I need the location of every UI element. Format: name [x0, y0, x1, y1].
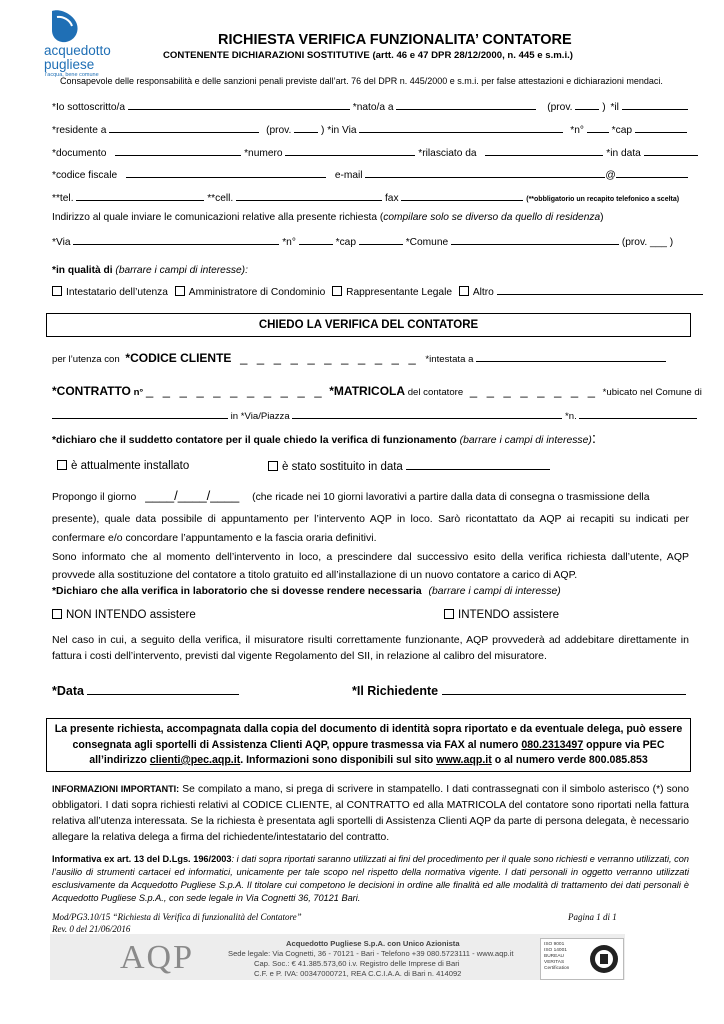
row-via-comune	[52, 235, 673, 248]
row-sottoscritto	[52, 100, 688, 113]
input-codice-cliente[interactable]: _ _ _ _ _ _ _ _ _ _ _	[240, 350, 419, 365]
label-via-2: *Via	[52, 237, 71, 248]
label-contratto: *CONTRATTO	[52, 384, 131, 398]
row-data	[52, 683, 239, 698]
label-per-utenza: per l’utenza con	[52, 354, 120, 365]
laboratorio-hint: (barrare i campi di interesse)	[428, 586, 561, 597]
company-logo	[44, 8, 139, 80]
input-cap[interactable]	[635, 123, 687, 133]
label-obbligatorio: (**obbligatorio un recapito telefonico a scelta)	[526, 196, 680, 203]
label-via-piazza: in *Via/Piazza	[230, 411, 290, 422]
consegna-text-2: oppure via PEC all’indirizzo	[89, 738, 665, 766]
pec-link[interactable]: clienti@pec.aqp.it	[149, 754, 241, 766]
input-nato[interactable]	[396, 100, 536, 110]
row-codice-fiscale	[52, 168, 688, 181]
input-via-2[interactable]	[73, 235, 279, 245]
row-contratto	[52, 383, 702, 398]
privacy-text: : i dati sopra riportati saranno utilizzati ai fini del procedimento per il quale sono richiesti e verranno utilizzati, con l’ausilio di strumenti cartacei ed informatici, unicamente per tale scopo nel rispetto della normativa vigente. I dati personali in oggetto verranno utilizzati esclusivamente da Acquedotto Pugliese S.p.A. Il titolare cui competono le decisioni in ordine alle finalità ed alle modalità di trattamento dei dati personali è Acquedotto Pugliese S.p.A., con sede legale in Via Cognetti 36, 70121 Bari.	[52, 854, 689, 903]
privacy-label: Informativa ex art. 13 del D.Lgs. 196/2003	[52, 854, 232, 864]
label-n-2: *n°	[282, 237, 296, 248]
input-comune[interactable]	[451, 235, 619, 245]
row-non-intendo	[52, 609, 196, 621]
propongo-text-2: presente), quale data possibile di appuntamento per l’intervento AQP in loco. Sarò ricontattato da AQP ai recapiti su indicati per confermare e/o concordare l’appuntamento e la fascia oraria definitivi.	[52, 513, 689, 544]
checkbox-altro[interactable]	[459, 286, 469, 296]
input-email-user[interactable]	[365, 168, 605, 178]
row-telefono	[52, 191, 679, 204]
label-documento: *documento	[52, 148, 107, 159]
row-sostituito	[268, 460, 550, 473]
laboratorio-text: *Dichiaro che alla verifica in laboratorio che si dovesse rendere necessaria	[52, 586, 422, 597]
option-altro: Altro	[472, 287, 494, 298]
input-n[interactable]	[587, 123, 609, 133]
section-title: CHIEDO LA VERIFICA DEL CONTATORE	[258, 319, 479, 331]
logo-tagline: l'acqua, bene comune	[45, 72, 99, 78]
label-n-3: *n.	[565, 411, 577, 422]
cert-iso-9001: ISO 9001	[544, 942, 565, 947]
label-cap-2: *cap	[335, 237, 356, 248]
indirizzo-note-close: )	[600, 212, 604, 223]
row-installato	[57, 460, 189, 472]
row-codice-cliente	[52, 350, 666, 365]
propongo-label: Propongo il giorno	[52, 492, 137, 503]
logo-line1: acquedotto	[44, 43, 111, 58]
consegna-box	[46, 718, 691, 772]
checkbox-rappresentante[interactable]	[332, 286, 342, 296]
page-subtitle: CONTENENTE DICHIARAZIONI SOSTITUTIVE (artt. 46 e 47 DPR 28/12/2000, n. 445 e s.m.i.)	[163, 50, 573, 61]
option-rappresentante: Rappresentante Legale	[346, 287, 453, 298]
indirizzo-note	[52, 212, 604, 223]
footer-company-info	[228, 939, 513, 979]
row-documento	[52, 146, 698, 159]
dichiaro-hint: (barrare i campi di interesse)	[459, 435, 592, 446]
input-n-3[interactable]	[579, 409, 697, 419]
label-data: *Data	[52, 684, 84, 698]
input-via[interactable]	[359, 123, 563, 133]
label-codice-cliente: *CODICE CLIENTE	[125, 351, 232, 365]
input-firma[interactable]	[442, 683, 686, 695]
label-nato: *nato/a a	[352, 102, 394, 113]
row-intendo	[444, 609, 559, 621]
logo-line2: pugliese	[44, 57, 95, 72]
input-residente[interactable]	[109, 123, 259, 133]
label-il: *il	[610, 102, 619, 113]
label-intestata: *intestata a	[425, 354, 474, 365]
input-cell[interactable]	[236, 191, 382, 201]
row-richiedente	[352, 683, 686, 698]
input-giorno[interactable]: ____/____/____	[145, 488, 240, 503]
input-data-sostituzione[interactable]	[406, 460, 550, 470]
label-matricola: *MATRICOLA	[329, 384, 406, 398]
checkbox-installato[interactable]	[57, 460, 67, 470]
option-sostituito: è stato sostituito in data	[282, 461, 403, 473]
site-link[interactable]: www.aqp.it	[436, 754, 492, 766]
qualita-hint: (barrare i campi di interesse):	[115, 265, 248, 276]
addebito-text: Nel caso in cui, a seguito della verifica, il misuratore risulti correttamente funzionante, AQP provvederà ad addebitare direttamente in fattura i costi dell’intervento, previsti dal vigente Regolamento del SII, in relazione al calibro del misuratore.	[52, 634, 689, 662]
logo-drop-icon	[46, 8, 86, 44]
dichiaro-colon: :	[591, 430, 597, 447]
checkbox-non-intendo[interactable]	[52, 609, 62, 619]
bureau-veritas-seal-icon	[589, 942, 619, 976]
row-via-piazza	[52, 409, 697, 422]
input-numero[interactable]	[285, 146, 415, 156]
input-tel[interactable]	[76, 191, 204, 201]
label-prov-close: )	[602, 102, 606, 113]
indirizzo-note-text: Indirizzo al quale inviare le comunicazioni relative alla presente richiesta (	[52, 212, 384, 223]
footer-rev: Rev. 0 del 21/06/2016	[52, 924, 131, 934]
input-fax[interactable]	[401, 191, 523, 201]
sono-informato: Sono informato che al momento dell’intervento in loco, a prescindere dal successivo esito della verifica richiesta dall’utente, AQP provvede alla sostituzione del contatore a titolo gratuito ed all’installazione di un nuovo contatore a carico di AQP.	[52, 551, 689, 581]
checkbox-intendo[interactable]	[444, 609, 454, 619]
label-email: e-mail	[334, 170, 363, 181]
qualita-title: *in qualità di	[52, 265, 113, 276]
label-comune: *Comune	[405, 237, 449, 248]
input-intestata[interactable]	[476, 352, 666, 362]
row-residente	[52, 123, 687, 136]
input-altro[interactable]	[497, 285, 703, 295]
option-installato: è attualmente installato	[71, 460, 190, 472]
option-intestatario: Intestatario dell’utenza	[66, 287, 168, 298]
label-prov-2: (prov.	[266, 125, 292, 136]
footer-company: Acquedotto Pugliese S.p.A. con Unico Azionista	[286, 939, 460, 948]
input-comune-ubicazione[interactable]	[52, 409, 228, 419]
qualita-options	[52, 285, 703, 298]
responsibility-notice: Consapevole delle responsabilità e delle sanzioni penali previste dall’art. 76 del DPR n. 445/2000 e s.m.i. per false attestazioni e dichiarazioni mendaci.	[60, 76, 663, 86]
propongo-line	[52, 488, 650, 503]
option-amministratore: Amministratore di Condominio	[188, 287, 326, 298]
input-cap-2[interactable]	[359, 235, 403, 245]
label-prov: (prov.	[547, 102, 573, 113]
label-n: *n°	[570, 125, 584, 136]
footer-mod: Mod/PG3.10/15 “Richiesta di Verifica di funzionalità del Contatore”	[52, 912, 302, 922]
informazioni-importanti	[52, 781, 689, 846]
footer-cf: C.F. e P. IVA: 00347000721, REA C.C.I.A.A. di Bari n. 414092	[254, 969, 462, 978]
label-at: @	[605, 170, 616, 181]
indirizzo-note-hint: compilare solo se diverso da quello di residenza	[383, 212, 601, 223]
section-title-box	[46, 313, 691, 337]
input-via-piazza[interactable]	[292, 409, 562, 419]
label-rilasciato: *rilasciato da	[418, 148, 477, 159]
input-in-data[interactable]	[644, 146, 698, 156]
footer-sede: Sede legale: Via Cognetti, 36 - 70121 - Bari - Telefono +39 080.5723111 - www.aqp.it	[228, 949, 514, 958]
input-documento[interactable]	[115, 146, 241, 156]
input-rilasciato[interactable]	[485, 146, 603, 156]
label-prov-3: (prov. ___ )	[621, 237, 674, 248]
dichiaro-line	[52, 430, 596, 447]
dichiaro-text: *dichiaro che il suddetto contatore per il quale chiedo la verifica di funzionamento	[52, 435, 457, 446]
consegna-text-3: . Informazioni sono disponibili sul sito	[240, 754, 434, 766]
informativa-privacy	[52, 853, 689, 905]
checkbox-intestatario[interactable]	[52, 286, 62, 296]
label-in-via: ) *in Via	[321, 125, 357, 136]
label-fax: fax	[384, 193, 399, 204]
laboratorio-line	[52, 586, 561, 597]
footer-cap-soc: Cap. Soc.: € 41.385.573,60 i.v. Registro delle Imprese di Bari	[254, 959, 460, 968]
label-del-contatore: del contatore	[407, 387, 464, 398]
option-intendo: INTENDO assistere	[458, 609, 559, 621]
input-il[interactable]	[622, 100, 688, 110]
cert-iso-14001: ISO 14001	[544, 948, 567, 953]
label-cap: *cap	[611, 125, 633, 136]
fax-number: 080.2313497	[521, 738, 584, 751]
label-ubicato: *ubicato nel Comune di	[602, 387, 702, 398]
input-n-2[interactable]	[299, 235, 333, 245]
input-contratto[interactable]: _ _ _ _ _ _ _ _ _ _ _	[145, 383, 325, 398]
input-prov-2[interactable]	[294, 123, 318, 133]
input-data[interactable]	[87, 683, 239, 695]
label-sottoscritto: *Io sottoscritto/a	[52, 102, 126, 113]
certification-badge	[540, 938, 624, 980]
option-non-intendo: NON INTENDO assistere	[66, 609, 196, 621]
label-residente: *residente a	[52, 125, 107, 136]
label-tel: **tel.	[52, 193, 74, 204]
label-cell: **cell.	[207, 193, 234, 204]
cert-text	[544, 942, 582, 972]
footer-page: Pagina 1 di 1	[568, 912, 617, 922]
label-contratto-n: n°	[133, 387, 144, 398]
label-richiedente: *Il Richiedente	[352, 684, 439, 698]
checkbox-sostituito[interactable]	[268, 461, 278, 471]
info-text: Se compilato a mano, si prega di scrivere in stampatello. I dati contrassegnati con il simbolo asterisco (*) sono obbligatori. I dati sopra richiesti relativi al CODICE CLIENTE, al CONTRATTO ed alla MATRICOLA del contatore sono riportati nella fattura relativa all’utenza interessata. Se la richiesta è presentata agli sportelli di Assistenza Clienti AQP da parte di persona delegata, è necessario allegare la relativa delega a firma del richiedente/intestatario del contratto.	[52, 784, 689, 843]
propongo-text-1: (che ricade nei 10 giorni lavorativi a partire dalla data di consegna o trasmissione della	[252, 492, 650, 503]
input-email-domain[interactable]	[616, 168, 688, 178]
input-sottoscritto[interactable]	[128, 100, 350, 110]
input-matricola[interactable]: _ _ _ _ _ _ _ _	[469, 383, 598, 398]
input-codice-fiscale[interactable]	[126, 168, 326, 178]
info-label: INFORMAZIONI IMPORTANTI:	[52, 784, 180, 794]
checkbox-amministratore[interactable]	[175, 286, 185, 296]
input-prov[interactable]	[575, 100, 599, 110]
label-codice-fiscale: *codice fiscale	[52, 170, 118, 181]
qualita-label	[52, 265, 248, 276]
consegna-text-1: La presente richiesta, accompagnata dalla copia del documento di identità sopra riportato e da eventuale delega, può essere consegnata agli sportelli di Assistenza Clienti AQP, oppure trasmessa via FAX al numero	[54, 723, 683, 751]
footer-aqp-logo: AQP	[120, 939, 195, 976]
page-title: RICHIESTA VERIFICA FUNZIONALITA’ CONTATORE	[218, 32, 572, 48]
consegna-text-4: o al numero verde 800.085.853	[494, 754, 648, 766]
label-numero: *numero	[244, 148, 283, 159]
label-in-data: *in data	[606, 148, 641, 159]
cert-bureau-veritas: BUREAU VERITAS Certification	[544, 954, 570, 971]
